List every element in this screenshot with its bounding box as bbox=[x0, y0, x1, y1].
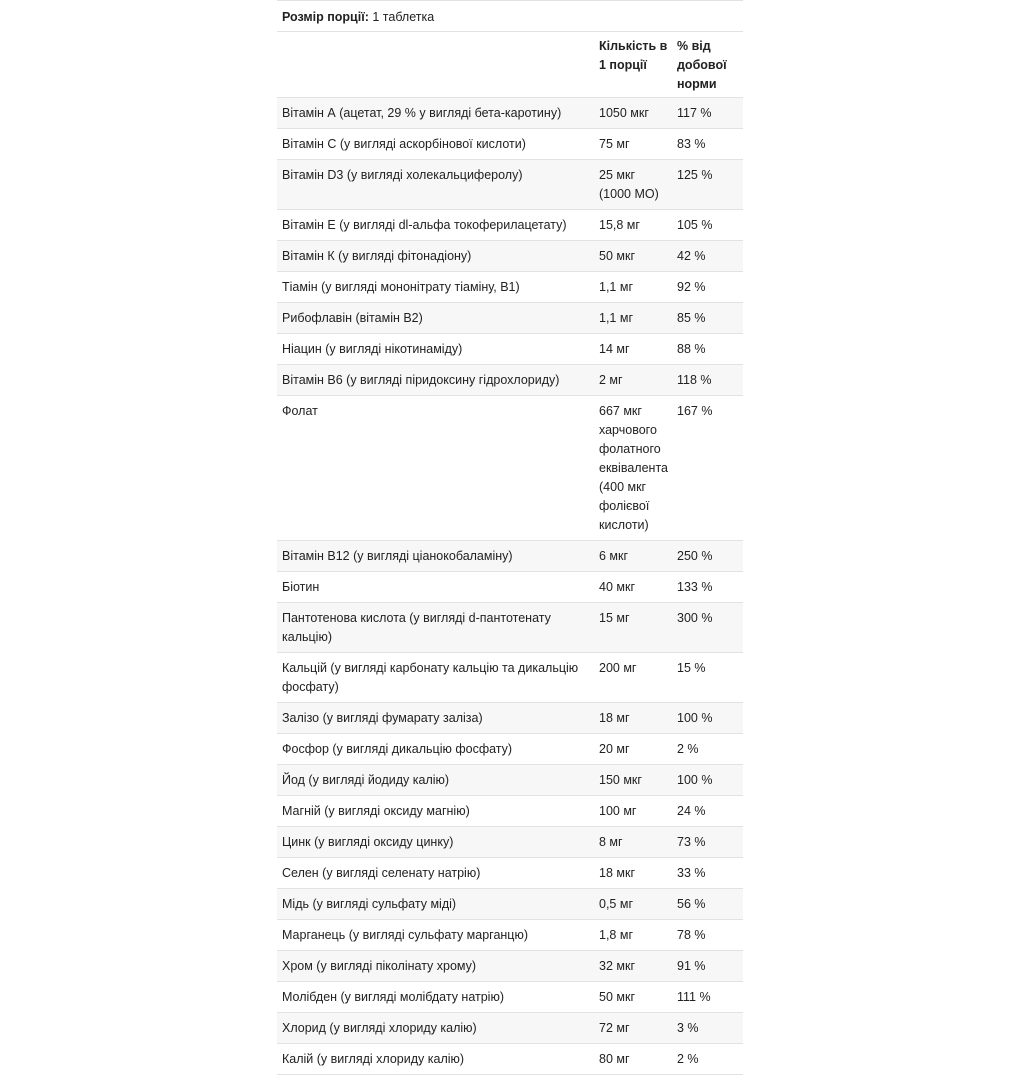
nutrient-name: Хром (у вигляді піколінату хрому) bbox=[277, 951, 594, 982]
nutrient-row bbox=[277, 129, 743, 160]
nutrient-name: Вітамін С (у вигляді аскорбінової кислоти) bbox=[277, 129, 594, 160]
nutrient-daily-value: 56 % bbox=[672, 889, 743, 920]
nutrient-name: Залізо (у вигляді фумарату заліза) bbox=[277, 703, 594, 734]
nutrient-amount: 100 мг bbox=[594, 796, 672, 827]
nutrient-daily-value: 111 % bbox=[672, 982, 743, 1013]
nutrient-row bbox=[277, 603, 743, 653]
nutrient-name: Вітамін В6 (у вигляді піридоксину гідрохлориду) bbox=[277, 365, 594, 396]
nutrient-name: Фолат bbox=[277, 396, 594, 541]
nutrient-row bbox=[277, 703, 743, 734]
nutrient-amount: 1050 мкг bbox=[594, 98, 672, 129]
nutrient-daily-value: 300 % bbox=[672, 603, 743, 653]
nutrient-name: Молібден (у вигляді молібдату натрію) bbox=[277, 982, 594, 1013]
nutrient-amount: 150 мкг bbox=[594, 765, 672, 796]
nutrient-daily-value: 3 % bbox=[672, 1013, 743, 1044]
nutrient-daily-value: 118 % bbox=[672, 365, 743, 396]
nutrient-amount: 15 мг bbox=[594, 603, 672, 653]
nutrient-daily-value: 85 % bbox=[672, 303, 743, 334]
nutrient-row bbox=[277, 951, 743, 982]
nutrient-daily-value: 42 % bbox=[672, 241, 743, 272]
nutrient-row bbox=[277, 1013, 743, 1044]
nutrient-daily-value: 2 % bbox=[672, 734, 743, 765]
serving-size-row bbox=[277, 0, 743, 32]
nutrient-daily-value: 100 % bbox=[672, 703, 743, 734]
nutrient-amount: 72 мг bbox=[594, 1013, 672, 1044]
nutrient-name: Ніацин (у вигляді нікотинаміду) bbox=[277, 334, 594, 365]
nutrient-row bbox=[277, 827, 743, 858]
nutrient-name: Йод (у вигляді йодиду калію) bbox=[277, 765, 594, 796]
nutrient-row bbox=[277, 272, 743, 303]
nutrient-amount: 15,8 мг bbox=[594, 210, 672, 241]
header-row bbox=[277, 32, 743, 98]
nutrient-row bbox=[277, 365, 743, 396]
nutrients-table-body bbox=[277, 98, 743, 1075]
nutrient-amount: 1,8 мг bbox=[594, 920, 672, 951]
nutrient-daily-value: 117 % bbox=[672, 98, 743, 129]
nutrient-name: Вітамін К (у вигляді фітонадіону) bbox=[277, 241, 594, 272]
nutrient-name: Вітамін Е (у вигляді dl-альфа токоферилацетату) bbox=[277, 210, 594, 241]
nutrient-amount: 75 мг bbox=[594, 129, 672, 160]
nutrient-row bbox=[277, 889, 743, 920]
nutrient-daily-value: 125 % bbox=[672, 160, 743, 210]
nutrient-name: Біотин bbox=[277, 572, 594, 603]
nutrient-daily-value: 167 % bbox=[672, 396, 743, 541]
nutrient-name: Пантотенова кислота (у вигляді d-пантотенату кальцію) bbox=[277, 603, 594, 653]
nutrient-row bbox=[277, 1044, 743, 1075]
nutrient-daily-value: 88 % bbox=[672, 334, 743, 365]
nutrient-amount: 200 мг bbox=[594, 653, 672, 703]
nutrient-row bbox=[277, 765, 743, 796]
nutrient-row bbox=[277, 98, 743, 129]
nutrient-daily-value: 92 % bbox=[672, 272, 743, 303]
nutrient-amount: 25 мкг (1000 МО) bbox=[594, 160, 672, 210]
nutrient-name: Фосфор (у вигляді дикальцію фосфату) bbox=[277, 734, 594, 765]
nutrient-amount: 80 мг bbox=[594, 1044, 672, 1075]
nutrient-amount: 32 мкг bbox=[594, 951, 672, 982]
nutrient-daily-value: 15 % bbox=[672, 653, 743, 703]
supplement-facts-panel bbox=[277, 0, 743, 1075]
nutrient-name: Марганець (у вигляді сульфату марганцю) bbox=[277, 920, 594, 951]
header-amount-per-serving: Кількість в 1 порції bbox=[594, 32, 672, 98]
nutrient-name: Тіамін (у вигляді мононітрату тіаміну, В1) bbox=[277, 272, 594, 303]
nutrient-amount: 40 мкг bbox=[594, 572, 672, 603]
serving-size-label: Розмір порції: bbox=[282, 10, 369, 24]
nutrient-daily-value: 33 % bbox=[672, 858, 743, 889]
nutrient-name: Магній (у вигляді оксиду магнію) bbox=[277, 796, 594, 827]
nutrient-daily-value: 83 % bbox=[672, 129, 743, 160]
nutrient-amount: 667 мкг харчового фолатного еквівалента (400 мкг фолієвої кислоти) bbox=[594, 396, 672, 541]
nutrient-row bbox=[277, 303, 743, 334]
nutrient-daily-value: 91 % bbox=[672, 951, 743, 982]
nutrient-amount: 6 мкг bbox=[594, 541, 672, 572]
nutrients-table-header bbox=[277, 32, 743, 98]
nutrient-row bbox=[277, 572, 743, 603]
nutrient-daily-value: 100 % bbox=[672, 765, 743, 796]
nutrient-name: Селен (у вигляді селенату натрію) bbox=[277, 858, 594, 889]
nutrient-name: Кальцій (у вигляді карбонату кальцію та дикальцію фосфату) bbox=[277, 653, 594, 703]
nutrient-amount: 1,1 мг bbox=[594, 303, 672, 334]
nutrient-row bbox=[277, 541, 743, 572]
nutrient-row bbox=[277, 734, 743, 765]
nutrient-row bbox=[277, 858, 743, 889]
nutrient-name: Рибофлавін (вітамін В2) bbox=[277, 303, 594, 334]
nutrient-amount: 1,1 мг bbox=[594, 272, 672, 303]
nutrient-daily-value: 250 % bbox=[672, 541, 743, 572]
nutrient-name: Вітамін А (ацетат, 29 % у вигляді бета-каротину) bbox=[277, 98, 594, 129]
nutrient-amount: 2 мг bbox=[594, 365, 672, 396]
nutrient-amount: 18 мг bbox=[594, 703, 672, 734]
nutrient-name: Мідь (у вигляді сульфату міді) bbox=[277, 889, 594, 920]
nutrient-amount: 50 мкг bbox=[594, 982, 672, 1013]
header-nutrient bbox=[277, 32, 594, 98]
serving-size-value: 1 таблетка bbox=[372, 10, 435, 24]
nutrient-name: Калій (у вигляді хлориду калію) bbox=[277, 1044, 594, 1075]
nutrient-amount: 20 мг bbox=[594, 734, 672, 765]
nutrient-daily-value: 2 % bbox=[672, 1044, 743, 1075]
nutrient-daily-value: 24 % bbox=[672, 796, 743, 827]
nutrient-row bbox=[277, 982, 743, 1013]
nutrient-amount: 18 мкг bbox=[594, 858, 672, 889]
nutrient-name: Хлорид (у вигляді хлориду калію) bbox=[277, 1013, 594, 1044]
nutrient-amount: 8 мг bbox=[594, 827, 672, 858]
nutrient-name: Вітамін D3 (у вигляді холекальциферолу) bbox=[277, 160, 594, 210]
nutrient-row bbox=[277, 334, 743, 365]
nutrient-row bbox=[277, 796, 743, 827]
nutrient-daily-value: 105 % bbox=[672, 210, 743, 241]
nutrient-row bbox=[277, 653, 743, 703]
nutrient-daily-value: 133 % bbox=[672, 572, 743, 603]
nutrient-daily-value: 73 % bbox=[672, 827, 743, 858]
nutrient-row bbox=[277, 210, 743, 241]
nutrient-amount: 0,5 мг bbox=[594, 889, 672, 920]
nutrient-amount: 50 мкг bbox=[594, 241, 672, 272]
nutrient-name: Цинк (у вигляді оксиду цинку) bbox=[277, 827, 594, 858]
nutrient-row bbox=[277, 241, 743, 272]
nutrient-row bbox=[277, 396, 743, 541]
header-daily-value: % від добової норми bbox=[672, 32, 743, 98]
nutrient-daily-value: 78 % bbox=[672, 920, 743, 951]
nutrient-row bbox=[277, 160, 743, 210]
nutrients-table bbox=[277, 32, 743, 1075]
nutrient-name: Вітамін В12 (у вигляді ціанокобаламіну) bbox=[277, 541, 594, 572]
nutrient-amount: 14 мг bbox=[594, 334, 672, 365]
nutrient-row bbox=[277, 920, 743, 951]
